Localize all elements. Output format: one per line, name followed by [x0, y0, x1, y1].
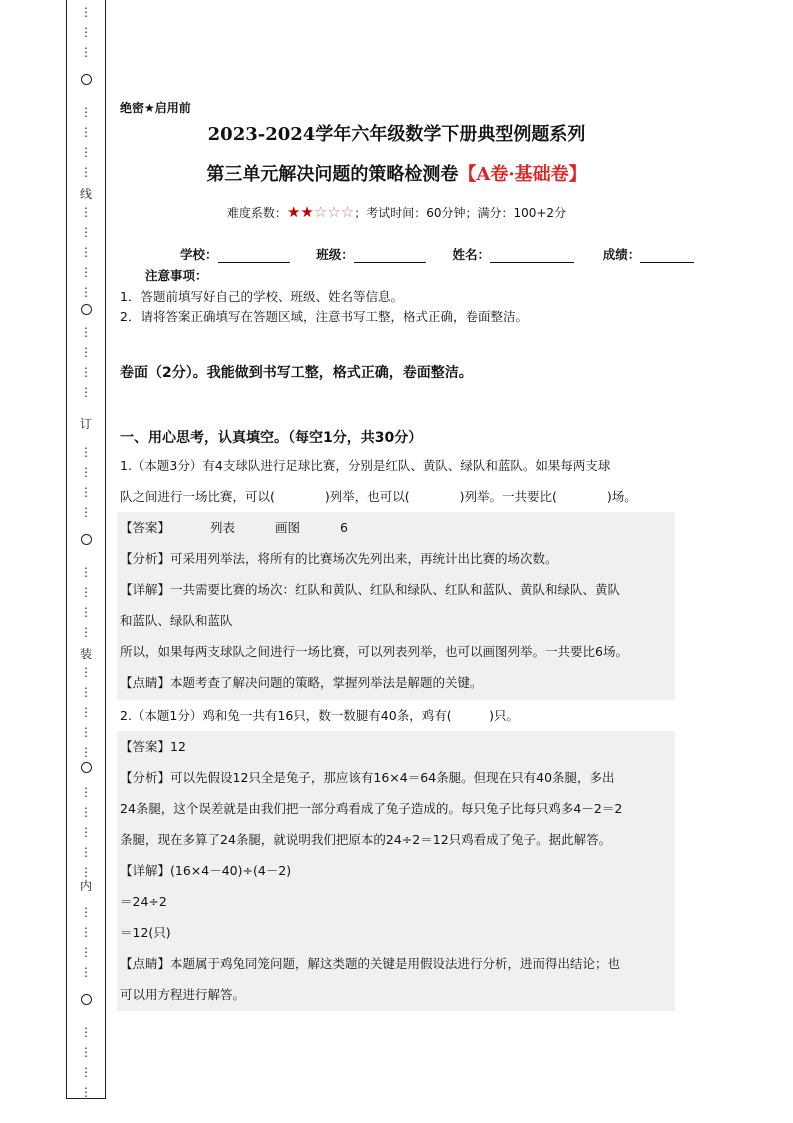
binding-dots: ⋮ [80, 965, 92, 979]
paper-subtitle [0, 160, 793, 186]
score-label: 成绩： [602, 247, 641, 262]
binding-hole [67, 74, 105, 87]
note-item: 1．答题前填写好自己的学校、班级、姓名等信息。 [120, 289, 403, 304]
binding-dots: ⋮ [80, 805, 92, 819]
binding-dots: ⋮ [80, 485, 92, 499]
binding-circle-icon [81, 994, 92, 1005]
q2-answer: 【答案】12 [120, 739, 186, 754]
q2-analysis: 条腿，现在多算了24条腿，就说明我们把原本的24÷2＝12只鸡看成了兔子。据此解答。 [120, 832, 612, 847]
binding-dots: ⋮ [80, 865, 92, 879]
binding-dots: ⋮ [80, 625, 92, 639]
binding-dots: ⋮ [80, 665, 92, 679]
binding-dots: ⋮ [80, 685, 92, 699]
binding-dots: ⋮ [80, 385, 92, 399]
binding-dots: ⋮ [80, 145, 92, 159]
exam-meta [0, 203, 793, 221]
star-empty-icon: ☆ [313, 203, 328, 221]
binding-dots: ⋮ [80, 605, 92, 619]
class-field[interactable] [354, 250, 426, 263]
section-title: 一、用心思考，认真填空。（每空1分，共30分） [120, 430, 423, 446]
binding-dots: ⋮ [80, 1045, 92, 1059]
binding-label: 内 [79, 879, 92, 893]
q2-detail: ＝12(只) [120, 925, 171, 940]
q2-detail: ＝24÷2 [120, 894, 167, 909]
binding-circle-icon [81, 74, 92, 85]
binding-hole [67, 534, 105, 547]
binding-dots: ⋮ [80, 725, 92, 739]
binding-circle-icon [81, 304, 92, 315]
question-1-line: 1.（本题3分）有4支球队进行足球比赛，分别是红队、黄队、绿队和蓝队。如果每两支球 [120, 458, 611, 473]
subtitle-main: 第三单元解决问题的策略检测卷 [206, 164, 459, 185]
name-label: 姓名： [452, 247, 490, 262]
binding-hole [67, 304, 105, 317]
binding-dots: ⋮ [80, 945, 92, 959]
binding-dots: ⋮ [80, 245, 92, 259]
binding-label: 订 [79, 417, 92, 431]
binding-dots: ⋮ [80, 45, 92, 59]
binding-dots: ⋮ [80, 285, 92, 299]
school-label: 学校： [180, 247, 218, 262]
binding-label: 线 [79, 187, 92, 201]
binding-dots: ⋮ [80, 105, 92, 119]
binding-label: 装 [79, 647, 92, 661]
binding-circle-icon [81, 534, 92, 545]
binding-dots: ⋮ [80, 1065, 92, 1079]
binding-dots: ⋮ [80, 5, 92, 19]
q1-analysis: 【分析】可采用列举法，将所有的比赛场次先列出来，再统计出比赛的场次数。 [120, 551, 558, 566]
binding-dots: ⋮ [80, 705, 92, 719]
paper-title: 2023-2024学年六年级数学下册典型例题系列 [207, 124, 586, 145]
q1-detail: 所以，如果每两支球队之间进行一场比赛，可以列表列举，也可以画图列举。一共要比6场。 [120, 644, 628, 659]
subtitle-tag: 【A卷·基础卷】 [458, 164, 587, 185]
binding-dots: ⋮ [80, 225, 92, 239]
star-empty-icon: ☆ [327, 203, 341, 221]
q2-analysis: 24条腿，这个误差就是由我们把一部分鸡看成了兔子造成的。每只兔子比每只鸡多4－2＝2 [120, 801, 623, 816]
binding-dots: ⋮ [80, 905, 92, 919]
q1-comment: 【点睛】本题考查了解决问题的策略，掌握列举法是解题的关键。 [120, 675, 483, 690]
binding-dots: ⋮ [80, 925, 92, 939]
binding-dots: ⋮ [80, 1025, 92, 1039]
answer-label: 【答案】 [120, 520, 171, 535]
star-filled-icon: ★ [300, 203, 314, 221]
student-info-row [180, 245, 694, 263]
binding-dots: ⋮ [80, 845, 92, 859]
exam-meta-text: ；考试时间：60分钟；满分：100+2分 [354, 206, 567, 220]
q2-analysis: 【分析】可以先假设12只全是兔子，那应该有16×4＝64条腿。但现在只有40条腿，多出 [120, 770, 615, 785]
binding-dots: ⋮ [80, 445, 92, 459]
binding-dots: ⋮ [80, 505, 92, 519]
confidential-label: 绝密★启用前 [120, 101, 191, 115]
binding-dots: ⋮ [80, 465, 92, 479]
binding-dots: ⋮ [80, 1085, 92, 1099]
q2-comment: 可以用方程进行解答。 [120, 987, 246, 1002]
q2-comment: 【点睛】本题属于鸡兔同笼问题，解这类题的关键是用假设法进行分析，进而得出结论；也 [120, 956, 621, 971]
answer-value: 画图 [275, 520, 301, 535]
answer-value: 6 [340, 520, 348, 535]
notes-heading: 注意事项： [145, 268, 208, 283]
binding-dots: ⋮ [80, 345, 92, 359]
binding-dots: ⋮ [80, 325, 92, 339]
binding-dots: ⋮ [80, 25, 92, 39]
binding-dots: ⋮ [80, 585, 92, 599]
binding-dots: ⋮ [80, 745, 92, 759]
note-item: 2．请将答案正确填写在答题区域，注意书写工整，格式正确，卷面整洁。 [120, 309, 528, 324]
school-field[interactable] [218, 250, 290, 263]
star-filled-icon: ★ [286, 203, 301, 221]
name-field[interactable] [490, 250, 574, 263]
binding-dots: ⋮ [80, 265, 92, 279]
binding-circle-icon [81, 762, 92, 773]
binding-dots: ⋮ [80, 125, 92, 139]
class-label: 班级： [316, 247, 354, 262]
star-empty-icon: ☆ [340, 203, 355, 221]
q2-detail: 【详解】(16×4－40)÷(4－2) [120, 863, 292, 878]
binding-hole [67, 994, 105, 1007]
score-field[interactable] [640, 250, 694, 263]
binding-dots: ⋮ [80, 365, 92, 379]
answer-value: 列表 [210, 520, 236, 535]
q1-answer [120, 512, 675, 543]
neatness-statement: 卷面（2分）。我能做到书写工整，格式正确，卷面整洁。 [120, 365, 473, 381]
question-1-line: 队之间进行一场比赛，可以( )列举，也可以( )列举。一共要比( )场。 [120, 489, 637, 504]
binding-dots: ⋮ [80, 205, 92, 219]
difficulty-label: 难度系数： [226, 206, 287, 220]
binding-dots: ⋮ [80, 825, 92, 839]
q1-detail: 【详解】一共需要比赛的场次：红队和黄队、红队和绿队、红队和蓝队、黄队和绿队、黄队 [120, 582, 621, 597]
binding-dots: ⋮ [80, 565, 92, 579]
q1-detail: 和蓝队、绿队和蓝队 [120, 613, 233, 628]
binding-dots: ⋮ [80, 785, 92, 799]
binding-hole [67, 762, 105, 775]
question-2-line: 2.（本题1分）鸡和兔一共有16只，数一数腿有40条，鸡有( )只。 [120, 708, 519, 723]
binding-dots: ⋮ [80, 165, 92, 179]
difficulty-stars [286, 203, 355, 221]
